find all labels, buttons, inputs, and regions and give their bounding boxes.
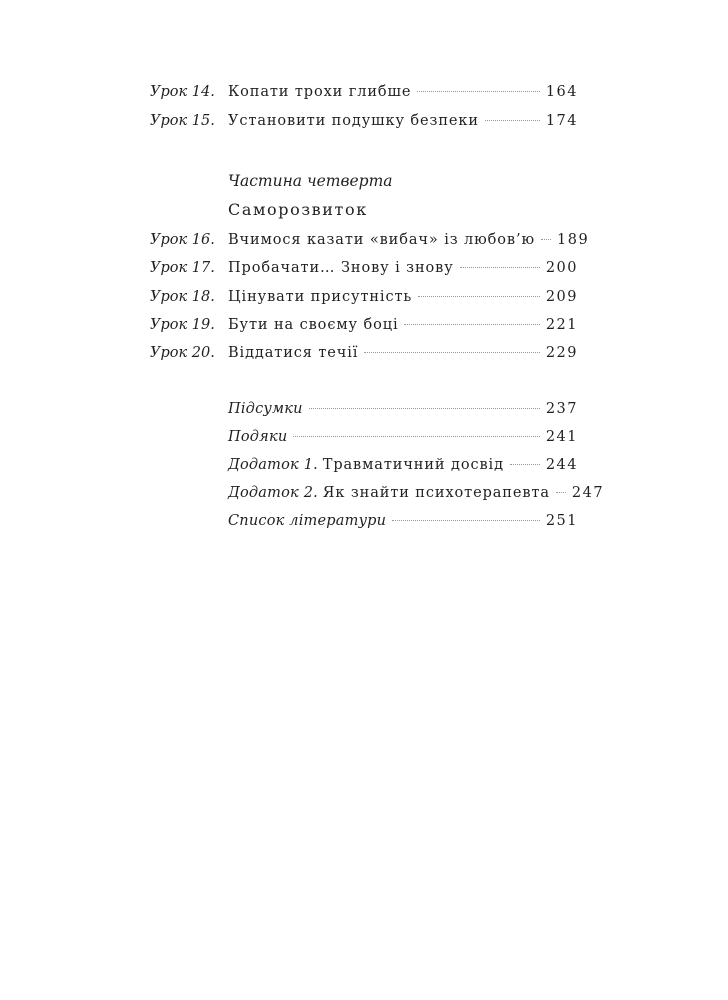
dot-leader — [309, 408, 540, 409]
page-number: 189 — [557, 232, 590, 248]
dot-leader — [418, 296, 540, 297]
toc-entry-summary — [228, 396, 578, 422]
toc-entry-lesson-16 — [150, 227, 590, 253]
dot-leader — [556, 492, 566, 493]
dot-leader — [293, 436, 539, 437]
page-number: 241 — [545, 429, 578, 445]
page-number: 251 — [545, 513, 578, 529]
toc-entry-bibliography — [228, 508, 578, 534]
dot-leader — [404, 324, 539, 325]
dot-leader — [541, 239, 551, 240]
toc-entry-lesson-17 — [150, 255, 578, 281]
toc-entry-acknowledgements — [228, 424, 578, 450]
lesson-number: Урок 18. — [150, 289, 215, 305]
appendix-label: Додаток 2. — [228, 485, 318, 501]
toc-entry-appendix-2 — [228, 480, 605, 506]
entry-title — [228, 452, 504, 478]
page-number: 174 — [545, 113, 578, 129]
lesson-number: Урок 14. — [150, 84, 215, 100]
part-label: Частина четверта — [228, 172, 393, 190]
lesson-number: Урок 20. — [150, 345, 215, 361]
dot-leader — [417, 91, 539, 92]
entry-title: Підсумки — [228, 401, 303, 417]
lesson-number: Урок 19. — [150, 317, 215, 333]
page-number: 200 — [545, 260, 578, 276]
toc-entry-lesson-19 — [150, 312, 578, 338]
page-number: 229 — [545, 345, 578, 361]
toc-entry-appendix-1 — [228, 452, 578, 478]
toc-entry-lesson-14 — [150, 79, 578, 105]
page-number: 237 — [545, 401, 578, 417]
page-number: 209 — [545, 289, 578, 305]
lesson-number: Урок 15. — [150, 113, 215, 129]
lesson-number: Урок 17. — [150, 260, 215, 276]
lesson-title: Вчимося казати «вибач» із любов’ю — [228, 232, 536, 248]
lesson-title: Копати трохи глибше — [228, 84, 412, 100]
appendix-subtitle: Травматичний досвід — [322, 457, 504, 473]
toc-entry-lesson-15 — [150, 108, 578, 134]
lesson-number: Урок 16. — [150, 232, 215, 248]
dot-leader — [510, 464, 540, 465]
lesson-title: Пробачати… Знову і знову — [228, 260, 454, 276]
page-number: 247 — [571, 485, 605, 501]
page-number: 244 — [545, 457, 578, 473]
dot-leader — [364, 352, 539, 353]
entry-title: Подяки — [228, 429, 288, 445]
lesson-title: Установити подушку безпеки — [228, 113, 479, 129]
lesson-title: Бути на своєму боці — [228, 317, 399, 333]
lesson-title: Віддатися течії — [228, 345, 359, 361]
dot-leader — [485, 120, 540, 121]
dot-leader — [392, 520, 540, 521]
part-title: Саморозвиток — [228, 200, 368, 219]
appendix-label: Додаток 1. — [228, 457, 318, 473]
entry-title — [228, 480, 550, 506]
toc-entry-lesson-18 — [150, 284, 578, 310]
dot-leader — [460, 267, 540, 268]
lesson-title: Цінувати присутність — [228, 289, 413, 305]
entry-title: Список літератури — [228, 513, 387, 529]
page-number: 221 — [545, 317, 578, 333]
appendix-subtitle: Як знайти психотерапевта — [322, 485, 550, 501]
toc-entry-lesson-20 — [150, 340, 578, 366]
page-number: 164 — [545, 84, 578, 100]
